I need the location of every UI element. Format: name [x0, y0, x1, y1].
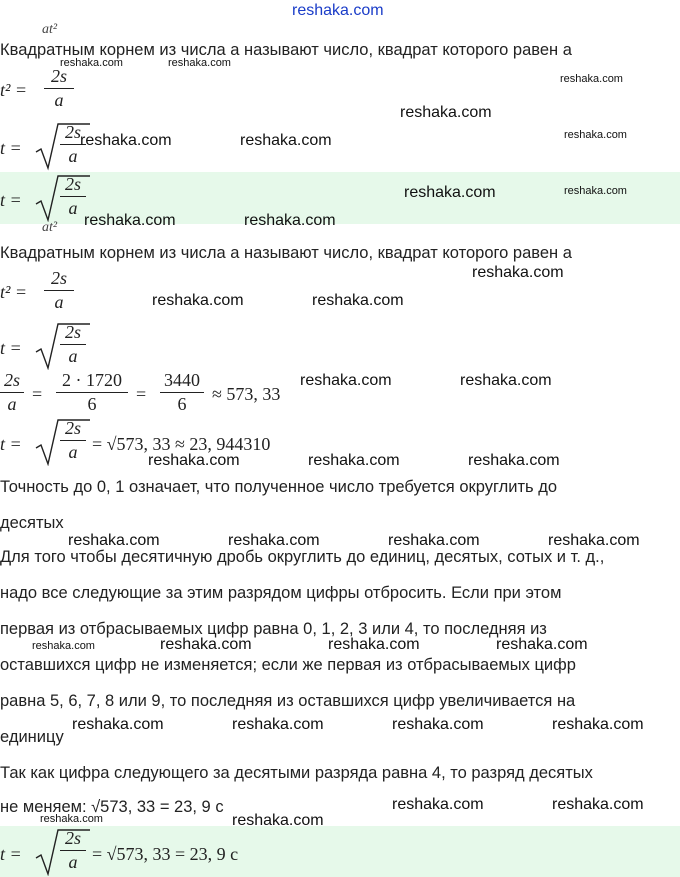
fraction-bar — [44, 290, 74, 291]
calculation-result: ≈ 573, 33 — [212, 384, 281, 404]
fraction — [44, 66, 74, 111]
paragraph-line: единицу — [0, 728, 64, 746]
paragraph-line: оставшихся цифр не изменяется; если же первая из отбрасываемых цифр — [0, 656, 576, 674]
fraction — [60, 418, 86, 463]
paragraph-line: Для того чтобы десятичную дробь округлить до единиц, десятых, сотых и т. д., — [0, 548, 605, 566]
fraction-bar — [60, 850, 86, 851]
definition-text: Квадратным корнем из числа a называют число, квадрат которого равен a — [0, 41, 572, 59]
watermark: reshaka.com — [392, 716, 484, 733]
fraction-bar — [56, 392, 128, 393]
watermark: reshaka.com — [68, 532, 160, 549]
equation-lhs: t = — [0, 844, 22, 864]
definition-text: Квадратным корнем из числа a называют число, квадрат которого равен a — [0, 244, 572, 262]
watermark: reshaka.com — [232, 716, 324, 733]
fraction — [60, 322, 86, 367]
watermark: reshaka.com — [32, 640, 95, 652]
fraction-numerator: 2s — [50, 268, 67, 288]
fraction-numerator: 2s — [3, 370, 20, 390]
fraction — [44, 268, 74, 313]
equation-lhs: t = — [0, 138, 22, 158]
cut-off-formula: at² — [42, 220, 58, 235]
watermark: reshaka.com — [72, 716, 164, 733]
fraction-denominator: a — [54, 292, 64, 312]
fraction — [60, 174, 86, 219]
equation-t-root — [0, 320, 120, 370]
final-answer: = √573, 33 = 23, 9 с — [92, 844, 239, 864]
watermark: reshaka.com — [388, 532, 480, 549]
fraction-numerator: 2s — [64, 122, 81, 142]
watermark: reshaka.com — [312, 292, 404, 309]
paragraph-line: Так как цифра следующего за десятыми разряда равна 4, то разряд десятых — [0, 764, 593, 782]
answer-formula-2 — [0, 826, 340, 876]
watermark: reshaka.com — [232, 812, 324, 829]
equation-t-squared — [0, 268, 120, 318]
watermark: reshaka.com — [328, 636, 420, 653]
watermark: reshaka.com — [560, 73, 623, 85]
paragraph-line: первая из отбрасываемых цифр равна 0, 1, 2, 3 или 4, то последняя из — [0, 620, 547, 638]
equation-t-squared — [0, 66, 120, 116]
equation-lhs: t = — [0, 338, 22, 358]
fraction — [0, 370, 24, 415]
site-title[interactable]: reshaka.com — [292, 2, 384, 19]
watermark: reshaka.com — [552, 796, 644, 813]
cut-off-formula: at² — [42, 22, 58, 37]
watermark: reshaka.com — [244, 212, 336, 229]
fraction-numerator: 2s — [64, 418, 81, 438]
watermark: reshaka.com — [308, 452, 400, 469]
watermark: reshaka.com — [460, 372, 552, 389]
equation-lhs: t² = — [0, 282, 28, 302]
fraction-numerator: 2s — [50, 66, 67, 86]
fraction-numerator: 2s — [64, 322, 81, 342]
watermark: reshaka.com — [548, 532, 640, 549]
watermark: reshaka.com — [472, 264, 564, 281]
watermark: reshaka.com — [564, 185, 627, 197]
fraction-denominator: 6 — [177, 394, 187, 414]
fraction-numerator: 2s — [64, 174, 81, 194]
fraction-denominator: a — [68, 146, 78, 166]
fraction-denominator: a — [54, 90, 64, 110]
paragraph-line: Точность до 0, 1 означает, что полученное число требуется округлить до — [0, 478, 558, 496]
fraction-numerator: 2 · 1720 — [62, 370, 122, 390]
watermark: reshaka.com — [228, 532, 320, 549]
watermark: reshaka.com — [552, 716, 644, 733]
paragraph-line: равна 5, 6, 7, 8 или 9, то последняя из оставшихся цифр увеличивается на — [0, 692, 576, 710]
fraction-bar — [60, 344, 86, 345]
paragraph-line: не меняем: √573, 33 = 23, 9 с — [0, 798, 224, 816]
root-value: = √573, 33 ≈ 23, 944310 — [92, 434, 271, 454]
paragraph-line: десятых — [0, 514, 64, 532]
fraction-bar — [60, 440, 86, 441]
fraction-denominator: a — [7, 394, 17, 414]
watermark: reshaka.com — [392, 796, 484, 813]
fraction-denominator: a — [68, 198, 78, 218]
watermark: reshaka.com — [160, 636, 252, 653]
fraction — [60, 828, 86, 873]
fraction-numerator: 2s — [64, 828, 81, 848]
watermark: reshaka.com — [300, 372, 392, 389]
fraction-bar — [44, 88, 74, 89]
watermark: reshaka.com — [40, 813, 103, 825]
watermark: reshaka.com — [564, 129, 627, 141]
fraction-bar — [160, 392, 204, 393]
equation-lhs: t = — [0, 434, 22, 454]
watermark: reshaka.com — [468, 452, 560, 469]
watermark: reshaka.com — [168, 57, 231, 69]
watermark: reshaka.com — [240, 132, 332, 149]
watermark: reshaka.com — [60, 57, 123, 69]
fraction — [160, 370, 204, 415]
watermark: reshaka.com — [148, 452, 240, 469]
fraction-denominator: a — [68, 346, 78, 366]
fraction-denominator: a — [68, 852, 78, 872]
fraction-bar — [60, 196, 86, 197]
watermark: reshaka.com — [80, 132, 172, 149]
fraction-denominator: 6 — [87, 394, 97, 414]
watermark: reshaka.com — [496, 636, 588, 653]
watermark: reshaka.com — [404, 184, 496, 201]
fraction — [56, 370, 128, 415]
watermark: reshaka.com — [400, 104, 492, 121]
fraction-bar — [0, 392, 24, 393]
watermark: reshaka.com — [152, 292, 244, 309]
calculation-line: 2s a = 2 · 1720 6 = 3440 6 ≈ 573, 33 — [0, 370, 320, 420]
fraction-denominator: a — [68, 442, 78, 462]
equation-lhs: t = — [0, 190, 22, 210]
equation-lhs: t² = — [0, 80, 28, 100]
watermark: reshaka.com — [84, 212, 176, 229]
fraction-numerator: 3440 — [164, 370, 200, 390]
paragraph-line: надо все следующие за этим разрядом цифры отбросить. Если при этом — [0, 584, 562, 602]
